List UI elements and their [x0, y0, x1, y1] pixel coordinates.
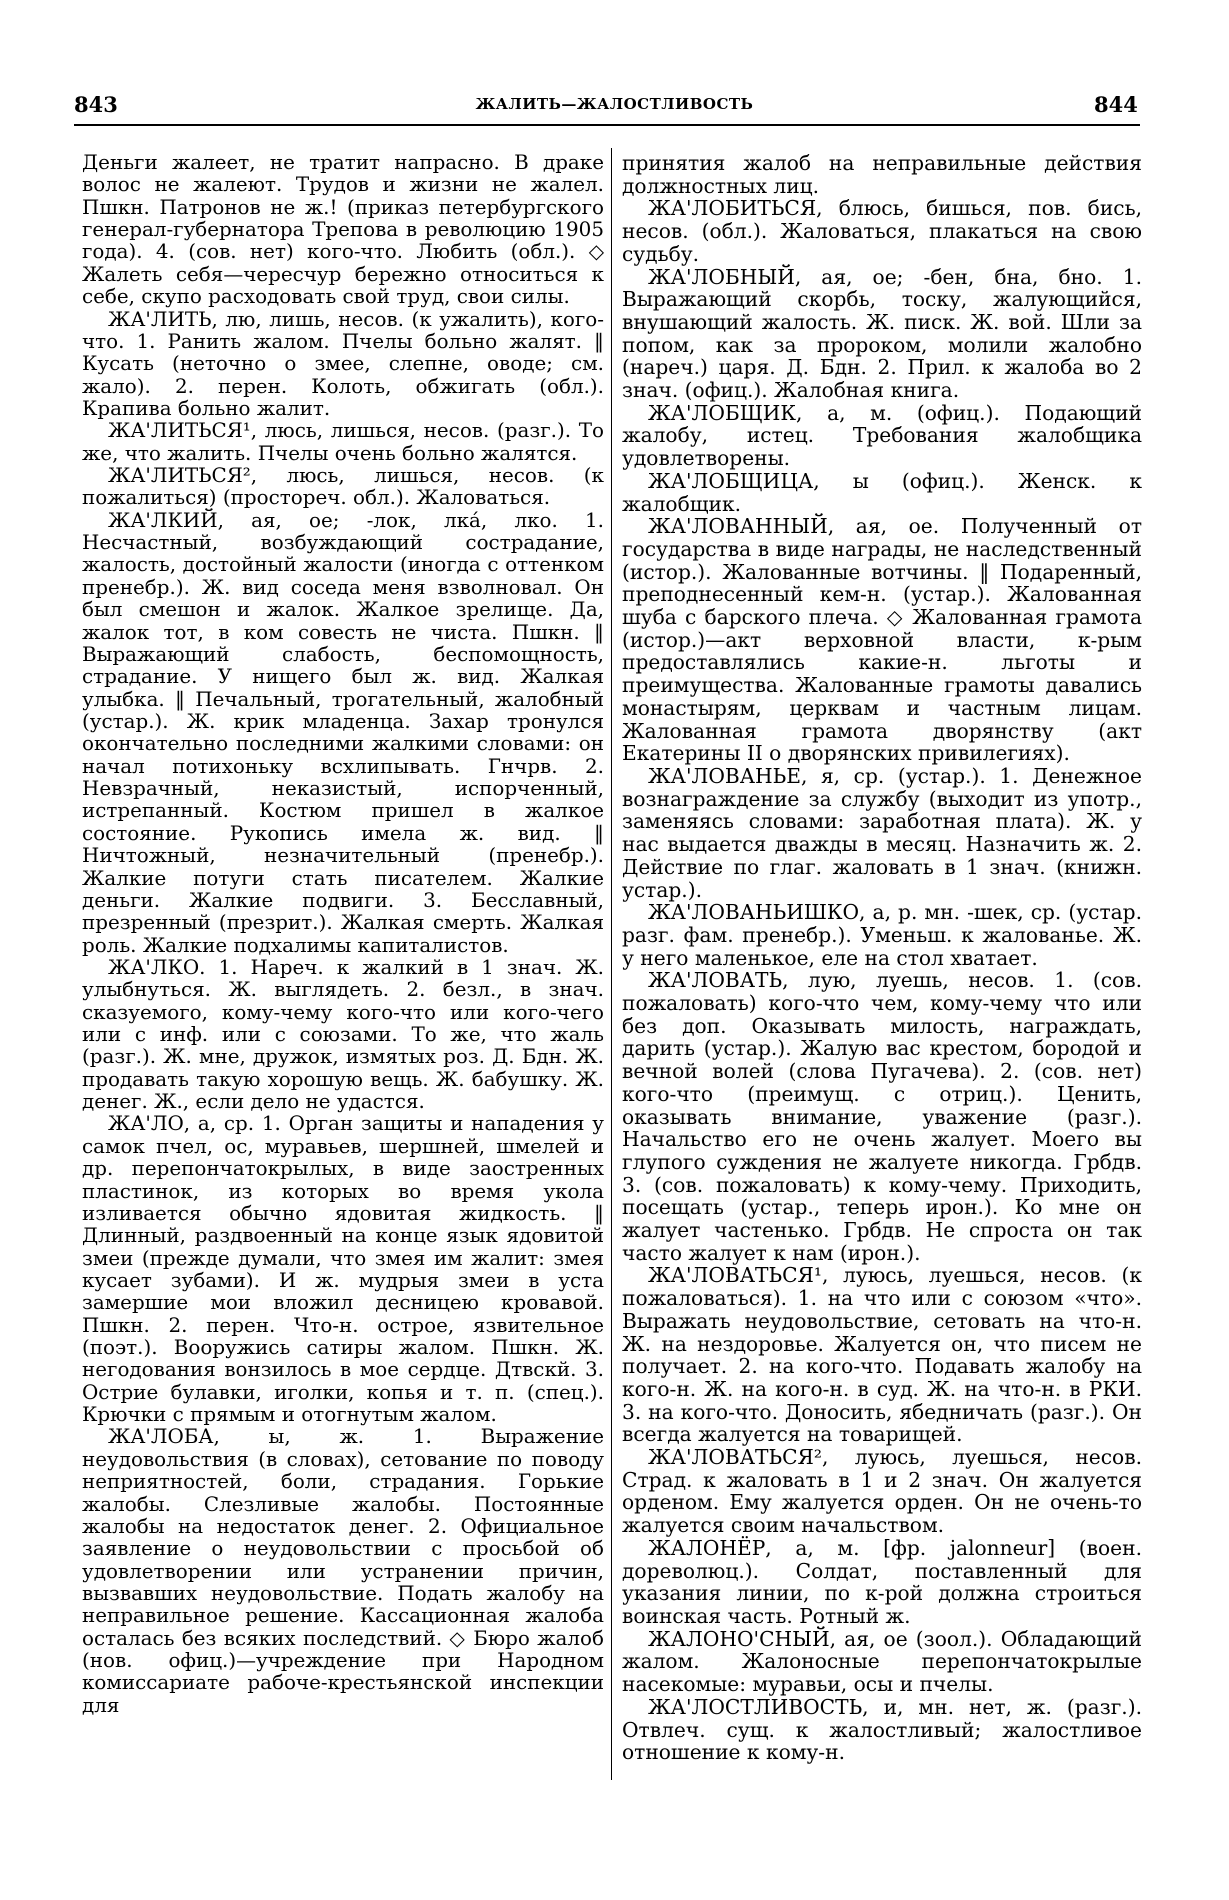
dictionary-entry: ЖА'ЛОБЩИК, а, м. (офиц.). Подающий жалобу, истец. Требования жалобщика удовлетворены.: [622, 400, 1142, 471]
dictionary-entry: ЖА'ЛОБА, ы, ж. 1. Выражение неудовольствия (в словах), сетование по поводу неприятностей, боли, страдания. Горькие жалобы. Слезливые жалобы. Постоянные жалобы на недостаток денег. 2. Официальное заявление о неудовольствии с просьбой об удовлетворении или устранении причин, вызвавших неудовольствие. Подать жалобу на неправильное решение. Кассационная жалоба осталась без всяких последствий. ◇ Бюро жалоб (нов. офиц.)—учреждение при Народном комиссариате рабоче-крестьянской инспекции для: [82, 1425, 604, 1717]
page-number-right: 844: [1094, 92, 1138, 117]
column-divider: [611, 148, 612, 1780]
dictionary-entry: принятия жалоб на неправильные действия должностных лиц.: [622, 151, 1142, 198]
dictionary-entry: ЖАЛОНО'СНЫЙ, ая, ое (зоол.). Обладающий жалом. Жалоносные перепончатокрылые насекомые: муравьи, осы и пчелы.: [622, 1626, 1142, 1697]
dictionary-entry: ЖА'ЛОБИТЬСЯ, блюсь, бишься, пов. бись, несов. (обл.). Жаловаться, плакаться на свою судьбу.: [622, 196, 1142, 266]
left-column: [82, 152, 604, 1717]
dictionary-entry: ЖА'ЛОВАНЬИШКО, а, р. мн. -шек, ср. (устар. разг. фам. пренебр.). Уменьш. к жалованье. Ж. у него маленькое, еле на стол хватает.: [622, 900, 1142, 970]
dictionary-entry: ЖА'ЛОВАНЬЕ, я, ср. (устар.). 1. Денежное вознаграждение за службу (выходит из употр., заменяясь словами: заработная плата). Ж. у нас выдается дважды в месяц. Назначить ж. 2. Действие по глаг. жаловать в 1 знач. (книжн. устар.).: [622, 763, 1142, 902]
page-number-left: 843: [74, 92, 118, 117]
dictionary-entry: ЖА'ЛОСТЛИВОСТЬ, и, мн. нет, ж. (разг.). Отвлеч. сущ. к жалостливый; жалостливое отношение к кому-н.: [622, 1694, 1142, 1765]
dictionary-entry: ЖА'ЛОВАННЫЙ, ая, ое. Полученный от государства в виде награды, не наследственный (истор.). Жалованные вотчины. ‖ Подаренный, преподнесенный кем-н. (устар.). Жалованная шуба с барского плеча. ◇ Жалованная грамота (истор.)—акт верховной власти, к-рым предоставлялись какие-н. льготы и преимущества. Жалованные грамоты давались монастырям, церквам и частным лицам. Жалованная грамота дворянству (акт Екатерины II о дворянских привилегиях).: [622, 514, 1142, 766]
dictionary-entry: ЖА'ЛОВАТЬ, лую, луешь, несов. 1. (сов. пожаловать) кого-что чем, кому-чему что или без доп. Оказывать милость, награждать, дарить (устар.). Жалую вас крестом, бородой и вечной волей (слова Пугачева). 2. (сов. нет) кого-что (преимущ. с отриц.). Ценить, оказывать внимание, уважение (разг.). Начальство его не очень жалует. Моего вы глупого суждения не жалуете никогда. Грбдв. 3. (сов. пожаловать) к кому-чему. Приходить, посещать (устар., теперь ирон.). Ко мне он жалует частенько. Грбдв. Не спроста он так часто жалует к нам (ирон.).: [622, 968, 1142, 1265]
right-column: [622, 152, 1142, 1764]
dictionary-entry: ЖА'ЛИТЬСЯ¹, люсь, лишься, несов. (разг.). То же, что жалить. Пчелы очень больно жалятся.: [82, 419, 604, 465]
dictionary-entry: ЖА'ЛИТЬ, лю, лишь, несов. (к ужалить), кого-что. 1. Ранить жалом. Пчелы больно жалят. ‖ Кусать (неточно о змее, слепне, оводе; см. жало). 2. перен. Колоть, обжигать (обл.). Крапива больно жалит.: [82, 307, 604, 420]
dictionary-entry: ЖА'ЛОВАТЬСЯ¹, луюсь, луешься, несов. (к пожаловаться). 1. на что или с союзом «что». Выражать неудовольствие, сетовать на что-н. Ж. на нездоровье. Жалуется он, что писем не получает. 2. на кого-что. Подавать жалобу на кого-н. Ж. на кого-н. в суд. Ж. на что-н. в РКИ. 3. на кого-что. Доносить, ябедничать (разг.). Он всегда жалуется на товарищей.: [622, 1263, 1142, 1447]
dictionary-entry: ЖА'ЛО, а, ср. 1. Орган защиты и нападения у самок пчел, ос, муравьев, шершней, шмелей и др. перепончатокрылых, в виде заостренных пластинок, из которых во время укола изливается обычно ядовитая жидкость. ‖ Длинный, раздвоенный на конце язык ядовитой змеи (прежде думали, что змея им жалит: змея кусает зубами). И ж. мудрыя змеи в уста замершие мои вложил десницею кровавой. Пшкн. 2. перен. Что-н. острое, язвительное (поэт.). Вооружись сатиры жалом. Пшкн. Ж. негодования вонзилось в мое сердце. Дтвскй. 3. Острие булавки, иголки, копья и т. п. (спец.). Крючки с прямым и отогнутым жалом.: [82, 1112, 604, 1427]
dictionary-entry: ЖА'ЛКИЙ, ая, ое; -лок, лка́, лко. 1. Несчастный, возбуждающий сострадание, жалость, достойный жалости (иногда с оттенком пренебр.). Ж. вид соседа меня взволновал. Он был смешон и жалок. Жалкое зрелище. Да, жалок тот, в ком совесть не чиста. Пшкн. ‖ Выражающий слабость, беспомощность, страдание. У нищего был ж. вид. Жалкая улыбка. ‖ Печальный, трогательный, жалобный (устар.). Ж. крик младенца. Захар тронулся окончательно последними жалкими словами: он начал потихоньку всхлипывать. Гнчрв. 2. Невзрачный, неказистый, испорченный, истрепанный. Костюм пришел в жалкое состояние. Рукопись имела ж. вид. ‖ Ничтожный, незначительный (пренебр.). Жалкие потуги стать писателем. Жалкие деньги. Жалкие подвиги. 3. Бесславный, презренный (презрит.). Жалкая смерть. Жалкая роль. Жалкие подхалимы капиталистов.: [82, 508, 604, 957]
dictionary-entry: ЖА'ЛОБЩИЦА, ы (офиц.). Женск. к жалобщик.: [622, 468, 1142, 516]
running-title: ЖАЛИТЬ—ЖАЛОСТЛИВОСТЬ: [475, 95, 754, 113]
dictionary-entry: ЖА'ЛОБНЫЙ, ая, ое; -бен, бна, бно. 1. Выражающий скорбь, тоску, жалующийся, внушающий жалость. Ж. писк. Ж. вой. Шли за попом, как за пророком, молили жалобно (нареч.) царя. Д. Бдн. 2. Прил. к жалоба во 2 знач. (офиц.). Жалобная книга.: [622, 264, 1142, 403]
dictionary-entry: ЖА'ЛИТЬСЯ², люсь, лишься, несов. (к пожалиться) (простореч. обл.). Жаловаться.: [82, 464, 604, 510]
dictionary-entry: ЖА'ЛКО. 1. Нареч. к жалкий в 1 знач. Ж. улыбнуться. Ж. выглядеть. 2. безл., в знач. сказуемого, кому-чему кого-что или кого-чего или с инф. или с союзами. То же, что жаль (разг.). Ж. мне, дружок, измятых роз. Д. Бдн. Ж. продавать такую хорошую вещь. Ж. бабушку. Ж. денег. Ж., если дело не удастся.: [82, 955, 604, 1114]
page-header: [0, 92, 1229, 122]
dictionary-entry: ЖАЛОНЁР, а, м. [фр. jalonneur] (воен. дореволюц.). Солдат, поставленный для указания линии, по к-рой должна строиться воинская часть. Ротный ж.: [622, 1535, 1142, 1628]
header-rule: [74, 124, 1140, 126]
dictionary-entry: Деньги жалеет, не тратит напрасно. В драке волос не жалеют. Трудов и жизни не жалел. Пшкн. Патронов не ж.! (приказ петербургского генерал-губернатора Трепова в революцию 1905 года). 4. (сов. нет) кого-что. Любить (обл.). ◇ Жалеть себя—чересчур бережно относиться к себе, скупо расходовать свой труд, свои силы.: [82, 151, 604, 309]
dictionary-entry: ЖА'ЛОВАТЬСЯ², луюсь, луешься, несов. Страд. к жаловать в 1 и 2 знач. Он жалуется орденом. Ему жалуется орден. Он не очень-то жалуется своим начальством.: [622, 1445, 1142, 1538]
